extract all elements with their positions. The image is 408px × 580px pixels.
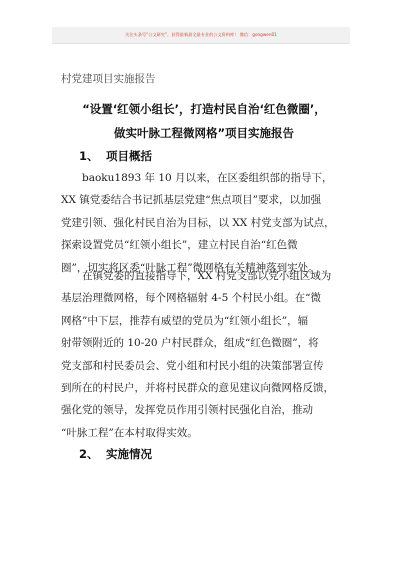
paragraph-line: “叶脉工程”在本村取得实效。 (61, 426, 198, 439)
paragraph-line: XX 镇党委结合书记抓基层党建“焦点项目”要求，以加强 (61, 194, 322, 207)
paragraph-line: baoku1893 年 10 月以来，在区委组织部的指导下， (82, 172, 333, 184)
section-title: 项目概括 (106, 149, 152, 163)
document-title-line-1: “设置‘红领小组长’，打造村民自治‘红色微圈’， (82, 102, 326, 116)
paragraph-line: 射带领附近的 10-20 户村民群众，组成“红色微圈”，将 (61, 337, 319, 350)
section-heading-2 (79, 446, 152, 462)
paragraph-line: 到所在的村民户，并将村民群众的意见建议向微网格反馈， (61, 381, 334, 394)
paragraph-project-overview (61, 167, 361, 279)
promo-banner[interactable] (52, 27, 350, 44)
paragraph-implementation-detail (61, 265, 361, 444)
paragraph-line: 党支部和村民委员会、党小组和村民小组的决策部署宣传 (61, 359, 324, 372)
section-number: 1、 (79, 149, 99, 163)
paragraph-line: 探索设置党员“红领小组长”，建立村民自治“红色微 (61, 239, 298, 252)
document-title-line-2: 做实叶脉工程微网格”项目实施报告 (113, 126, 295, 140)
promo-text[interactable]: 关注头条号“公文研究”，获得最新最全最专业的公文资料库！ 微信：gongwen01 (125, 32, 277, 37)
paragraph-line: 圈”，切实将区委“叶脉工程”微网格有关精神落到实处。 (61, 261, 319, 274)
paragraph-line: 网格”中下层，推荐有威望的党员为“红领小组长”，辐 (61, 314, 309, 327)
paragraph-line: 在镇党委的直接指导下，XX 村党支部以党小组区域为 (82, 270, 332, 282)
paragraph-line: 强化党的领导，发挥党员作用引领村民强化自治，推动 (61, 404, 313, 417)
paragraph-line: 基层治理微网格，每个网格辐射 4-5 个村民小组。在“微 (61, 292, 321, 305)
paragraph-line: 党建引领、强化村民自治为目标，以 XX 村党支部为试点， (61, 216, 335, 229)
section-title: 实施情况 (106, 447, 152, 461)
section-heading-1 (79, 148, 152, 164)
section-number: 2、 (79, 447, 99, 461)
document-label: 村党建项目实施报告 (61, 73, 156, 85)
